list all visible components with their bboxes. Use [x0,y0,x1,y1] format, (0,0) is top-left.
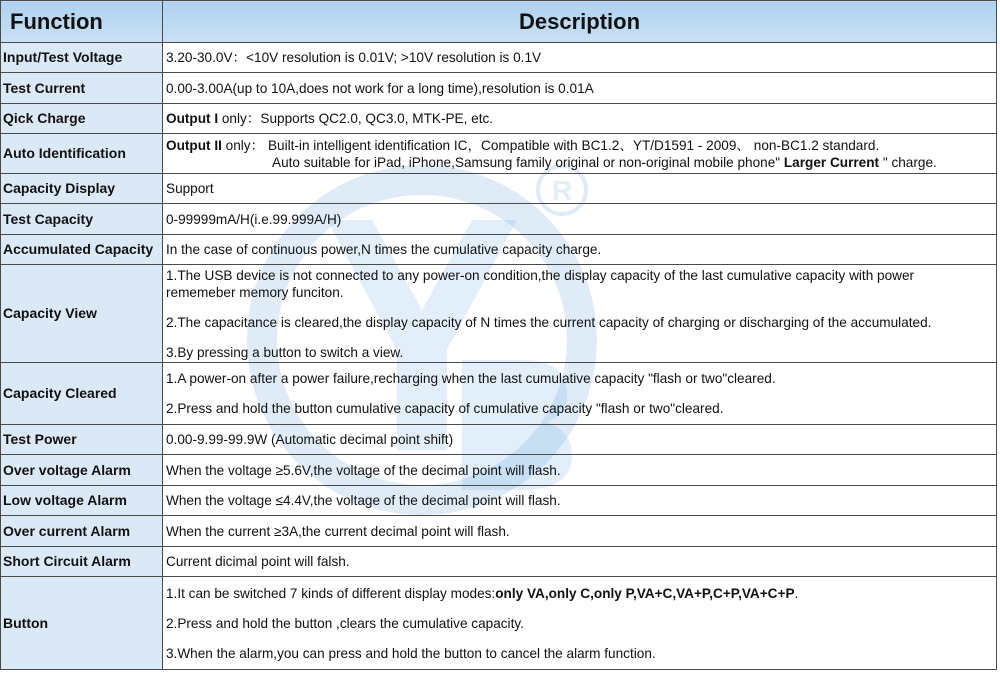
description-text: 0.00-9.99-99.9W (Automatic decimal point shift) [166,432,454,447]
description-bold-text: Larger Current [783,154,880,170]
description-line [166,615,993,632]
function-cell: Auto Identification [1,134,163,174]
table-row [1,547,997,577]
description-line [166,314,993,331]
table-row [1,174,997,204]
table-row [1,134,997,174]
function-cell: Capacity Cleared [1,363,163,425]
description-text: 2.Press and hold the button cumulative capacity of cumulative capacity "flash or two"cleared. [166,401,724,416]
description-line [166,492,993,509]
description-text: 3.20-30.0V：<10V resolution is 0.01V; >10V resolution is 0.1V [166,50,542,65]
table-row [1,235,997,265]
description-text: When the voltage ≤4.4V,the voltage of the decimal point will flash. [166,493,561,508]
description-line [166,370,993,387]
description-line [166,585,993,602]
table-row [1,265,997,363]
description-line [166,523,993,540]
spec-table-body [1,43,997,670]
description-text: 1.A power-on after a power failure,recharging when the last cumulative capacity "flash or two"cleared. [166,371,776,386]
description-text: When the current ≥3A,the current decimal point will flash. [166,523,510,539]
function-cell: Low voltage Alarm [1,486,163,516]
description-line [166,154,993,171]
description-text: In the case of continuous power,N times the cumulative capacity charge. [166,242,602,257]
header-row [1,1,997,43]
description-cell [163,363,997,425]
function-cell: Over current Alarm [1,516,163,547]
description-bold-text: Output I [166,111,219,126]
description-line [166,431,993,448]
description-text: " charge. [879,154,937,170]
description-cell [163,73,997,104]
table-row [1,516,997,547]
description-text: 0-99999mA/H(i.e.99.999A/H) [166,211,342,227]
table-row [1,363,997,425]
description-text: 2.The capacitance is cleared,the display capacity of N times the current capacity of charging or discharging of the accumulated. [166,314,932,330]
description-bold-text: Output II [166,137,222,153]
description-text: 0.00-3.00A(up to 10A,does not work for a long time),resolution is 0.01A [166,80,594,96]
description-text: Support [166,181,214,196]
description-line [166,553,993,570]
description-cell [163,174,997,204]
description-line [166,211,993,228]
function-header: Function [1,1,163,43]
description-line [166,241,993,258]
description-cell [163,235,997,265]
description-line [166,344,993,361]
description-line [166,267,993,284]
description-line [166,645,993,662]
function-cell: Test Capacity [1,204,163,235]
description-text: only：Supports QC2.0, QC3.0, MTK-PE, etc. [218,111,494,126]
function-cell: Capacity View [1,265,163,363]
description-cell [163,134,997,174]
table-row [1,204,997,235]
table-row [1,486,997,516]
description-text: 2.Press and hold the button ,clears the cumulative capacity. [166,615,524,631]
function-cell: Over voltage Alarm [1,455,163,486]
description-text: 3.When the alarm,you can press and hold the button to cancel the alarm function. [166,645,656,661]
function-cell: Test Current [1,73,163,104]
table-row [1,455,997,486]
description-line [166,462,993,479]
function-cell: Test Power [1,425,163,455]
description-text: Current dicimal point will falsh. [166,554,350,569]
description-cell [163,486,997,516]
description-cell [163,547,997,577]
table-row [1,577,997,670]
function-cell: Short Circuit Alarm [1,547,163,577]
description-line [166,180,993,197]
description-text: 1.It can be switched 7 kinds of different display modes: [166,585,496,601]
description-text: rememeber memory funciton. [166,284,344,300]
function-cell: Capacity Display [1,174,163,204]
table-row [1,73,997,104]
description-cell [163,455,997,486]
description-line [166,137,993,154]
description-text: Auto suitable for iPad, iPhone,Samsung family original or non-original mobile phone" [272,154,784,170]
description-text: 1.The USB device is not connected to any power-on condition,the display capacity of the last cumulative capacity with power [166,267,915,283]
description-line [166,80,993,97]
description-header: Description [163,1,997,43]
description-text: When the voltage ≥5.6V,the voltage of the decimal point will flash. [166,462,561,478]
description-text: only： Built-in intelligent identification IC，Compatible with BC1.2、YT/D1591 - 2009、 non-BC1.2 standard. [221,137,880,153]
description-line [166,49,993,66]
description-cell [163,204,997,235]
table-row [1,43,997,73]
function-cell: Accumulated Capacity [1,235,163,265]
description-cell [163,104,997,134]
description-text: . [794,585,799,601]
description-line [166,110,993,127]
description-cell [163,265,997,363]
table-row [1,104,997,134]
function-cell: Input/Test Voltage [1,43,163,73]
description-text: 3.By pressing a button to switch a view. [166,344,404,360]
description-cell [163,577,997,670]
description-line [166,400,993,417]
function-cell: Qick Charge [1,104,163,134]
description-cell [163,425,997,455]
description-bold-text: only VA,only C,only P,VA+C,VA+P,C+P,VA+C+P [495,585,795,601]
description-line [166,284,993,301]
description-cell [163,43,997,73]
function-cell: Button [1,577,163,670]
table-row [1,425,997,455]
svg-text:R: R [552,175,573,206]
description-cell [163,516,997,547]
